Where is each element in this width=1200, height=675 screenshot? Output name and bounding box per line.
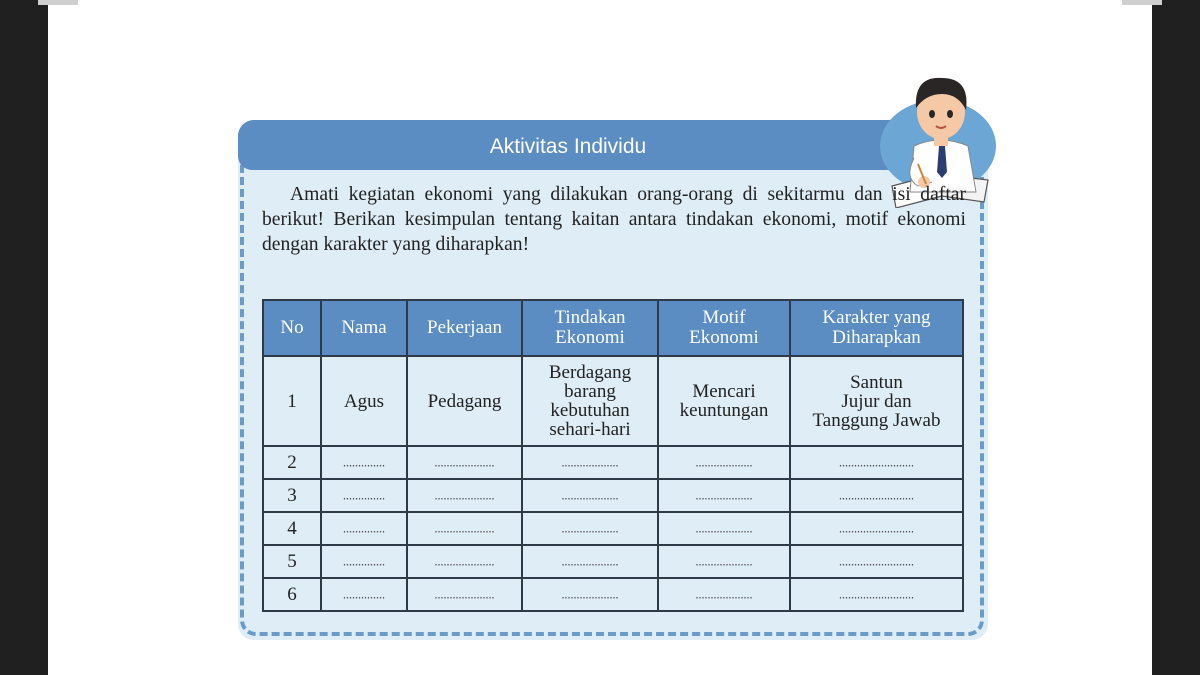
blank-fill-cell: .................... bbox=[407, 479, 522, 512]
table-row bbox=[263, 578, 963, 611]
blank-fill-cell: ................... bbox=[658, 512, 790, 545]
blank-fill-cell: ................... bbox=[658, 545, 790, 578]
blank-fill-cell: ................... bbox=[522, 479, 658, 512]
blank-fill-cell: ................... bbox=[522, 446, 658, 479]
blank-fill-cell: ................... bbox=[522, 578, 658, 611]
page-edge-mark-left bbox=[38, 0, 78, 5]
blank-fill-cell: .............. bbox=[321, 512, 407, 545]
blank-fill-cell: ......................... bbox=[790, 578, 963, 611]
blank-fill-cell: .................... bbox=[407, 545, 522, 578]
cell-no: 1 bbox=[263, 356, 321, 446]
activity-table bbox=[262, 299, 964, 612]
cell-karakter: Santun Jujur dan Tanggung Jawab bbox=[790, 356, 963, 446]
table-row bbox=[263, 479, 963, 512]
blank-fill-cell: ................... bbox=[658, 578, 790, 611]
table-header-row bbox=[263, 300, 963, 356]
cell-tindakan: Berdagang barang kebutuhan sehari-hari bbox=[522, 356, 658, 446]
cell-no: 5 bbox=[263, 545, 321, 578]
cell-nama: Agus bbox=[321, 356, 407, 446]
blank-fill-cell: ................... bbox=[658, 479, 790, 512]
blank-fill-cell: .................... bbox=[407, 446, 522, 479]
header-pekerjaan: Pekerjaan bbox=[407, 300, 522, 356]
blank-fill-cell: .............. bbox=[321, 446, 407, 479]
blank-fill-cell: .............. bbox=[321, 545, 407, 578]
cell-no: 2 bbox=[263, 446, 321, 479]
header-no: No bbox=[263, 300, 321, 356]
table-row bbox=[263, 356, 963, 446]
blank-fill-cell: ................... bbox=[522, 512, 658, 545]
cell-pekerjaan: Pedagang bbox=[407, 356, 522, 446]
header-tindakan-ekonomi: Tindakan Ekonomi bbox=[522, 300, 658, 356]
cell-no: 6 bbox=[263, 578, 321, 611]
blank-fill-cell: ................... bbox=[522, 545, 658, 578]
blank-fill-cell: .................... bbox=[407, 578, 522, 611]
blank-fill-cell: ......................... bbox=[790, 545, 963, 578]
table-row bbox=[263, 446, 963, 479]
page-edge-mark-right bbox=[1122, 0, 1162, 5]
blank-fill-cell: ......................... bbox=[790, 446, 963, 479]
table-row bbox=[263, 545, 963, 578]
activity-instruction: Amati kegiatan ekonomi yang dilakukan orang-orang di sekitarmu dan isi daftar berikut! Berikan kesimpulan tentang kaitan antara tindakan ekonomi, motif ekonomi dengan karakter yang diharapkan! bbox=[262, 184, 966, 255]
header-motif-ekonomi: Motif Ekonomi bbox=[658, 300, 790, 356]
blank-fill-cell: ......................... bbox=[790, 479, 963, 512]
activity-title: Aktivitas Individu bbox=[489, 135, 647, 158]
cell-no: 4 bbox=[263, 512, 321, 545]
blank-fill-cell: ................... bbox=[658, 446, 790, 479]
blank-fill-cell: ......................... bbox=[790, 512, 963, 545]
cell-no: 3 bbox=[263, 479, 321, 512]
table-row bbox=[263, 512, 963, 545]
header-karakter: Karakter yang Diharapkan bbox=[790, 300, 963, 356]
blank-fill-cell: .............. bbox=[321, 479, 407, 512]
cell-motif: Mencari keuntungan bbox=[658, 356, 790, 446]
blank-fill-cell: .................... bbox=[407, 512, 522, 545]
blank-fill-cell: .............. bbox=[321, 578, 407, 611]
header-nama: Nama bbox=[321, 300, 407, 356]
